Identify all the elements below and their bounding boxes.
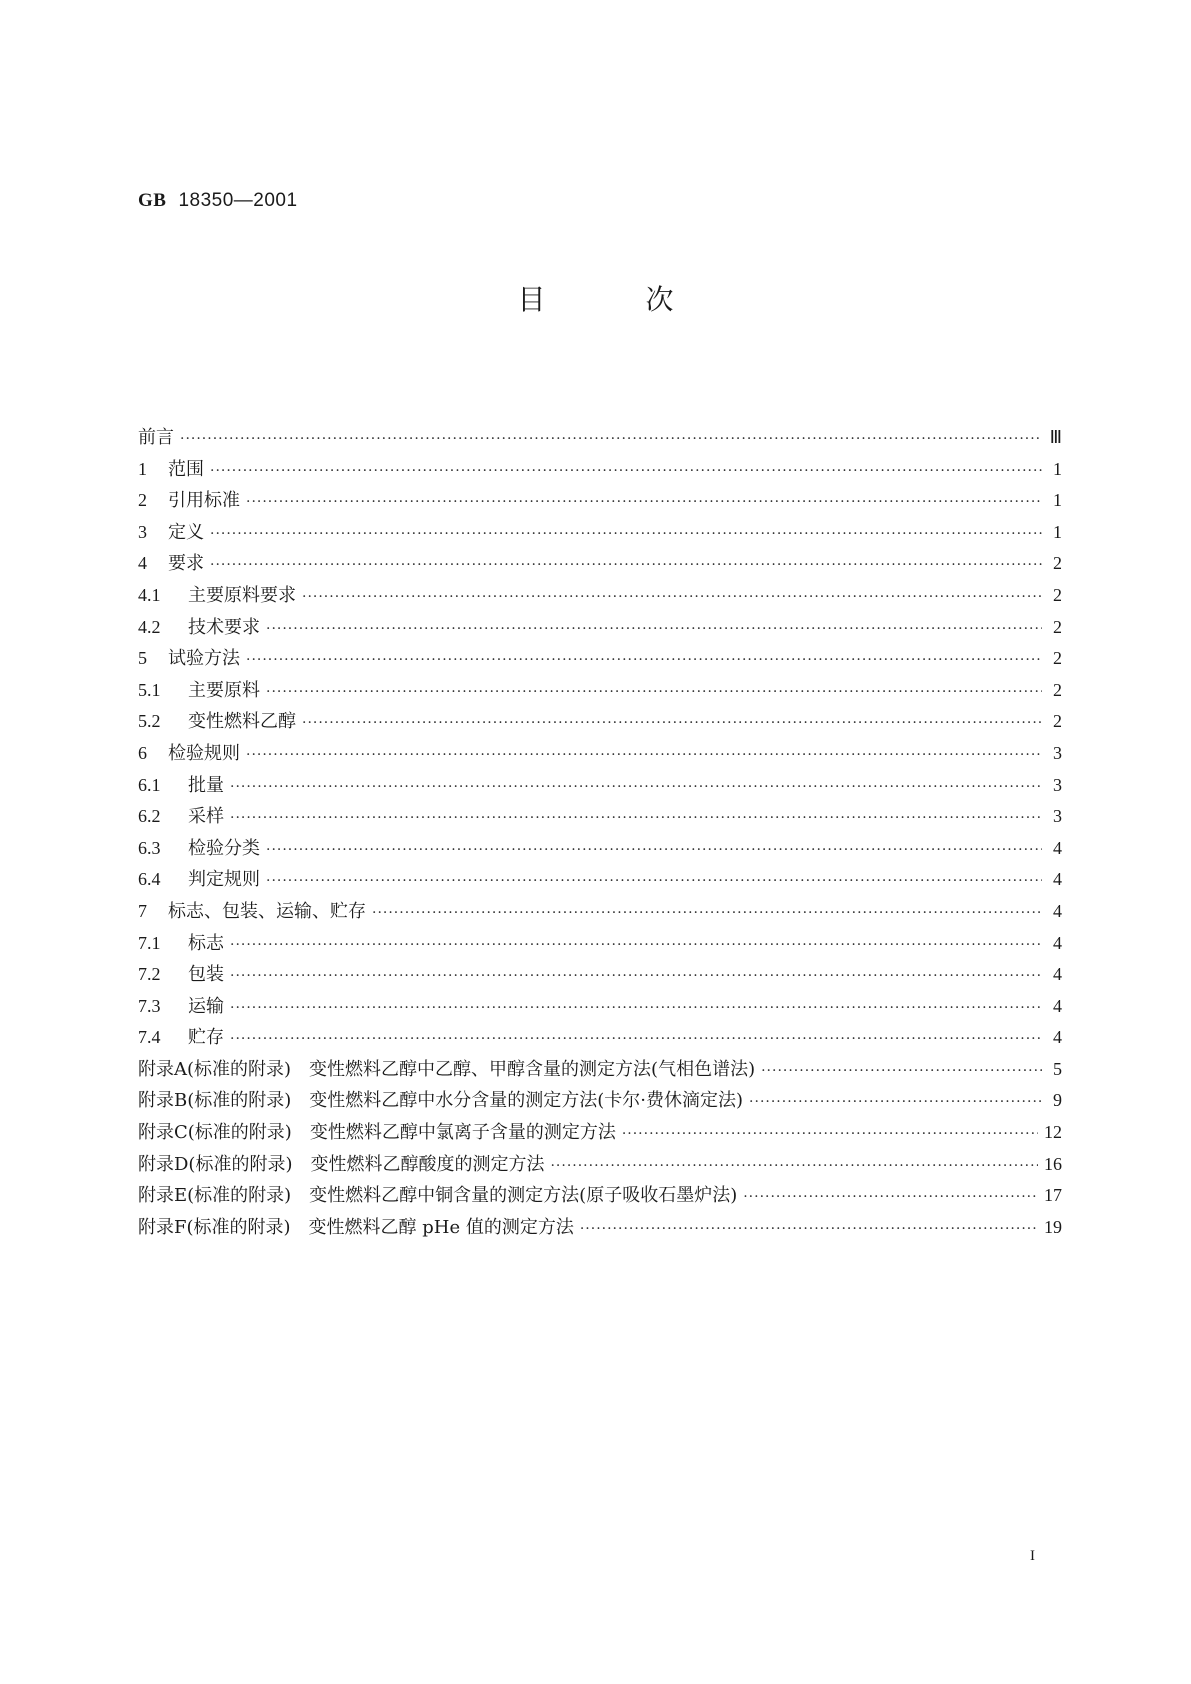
toc-leader-dots	[246, 494, 1042, 510]
toc-entry-title: 主要原料要求	[188, 584, 296, 606]
toc-leader-dots	[230, 1031, 1042, 1047]
toc-entry-page: 3	[1053, 806, 1062, 827]
toc-entry-title: 附录D(标准的附录) 变性燃料乙醇酸度的测定方法	[138, 1153, 545, 1175]
toc-leader-dots	[622, 1126, 1038, 1142]
toc-entry-page: 4	[1053, 869, 1062, 890]
toc-entry-title: 标志	[188, 932, 224, 954]
toc-entry[interactable]	[138, 897, 1062, 929]
toc-entry-title: 检验分类	[188, 837, 260, 859]
toc-leader-dots	[210, 463, 1042, 479]
toc-entry-title: 检验规则	[168, 742, 240, 764]
toc-leader-dots	[372, 905, 1042, 921]
toc-entry-label	[138, 1055, 755, 1081]
toc-entry[interactable]	[138, 992, 1062, 1024]
toc-entry[interactable]	[138, 739, 1062, 771]
toc-entry-label	[138, 518, 204, 544]
toc-entry-label	[138, 707, 296, 733]
toc-entry-title: 技术要求	[188, 616, 260, 638]
toc-leader-dots	[743, 1189, 1038, 1205]
toc-entry-number: 6	[138, 742, 147, 763]
toc-leader-dots	[230, 1000, 1042, 1016]
toc-entry-page: 17	[1044, 1185, 1062, 1206]
toc-leader-dots	[210, 557, 1042, 573]
toc-entry-label	[138, 834, 260, 860]
toc-entry-number: 4.1	[138, 584, 161, 605]
toc-entry-label	[138, 960, 224, 986]
toc-entry-label	[138, 897, 366, 923]
toc-entry[interactable]	[138, 929, 1062, 961]
toc-entry[interactable]	[138, 802, 1062, 834]
toc-entry-title: 判定规则	[188, 869, 260, 891]
toc-leader-dots	[230, 937, 1042, 953]
toc-entry-label	[138, 644, 240, 670]
toc-entry-title: 包装	[188, 964, 224, 986]
toc-entry[interactable]	[138, 549, 1062, 581]
toc-entry-title: 贮存	[188, 1027, 224, 1049]
toc-leader-dots	[266, 621, 1042, 637]
toc-entry[interactable]	[138, 1213, 1062, 1245]
toc-entry-title: 要求	[168, 553, 204, 575]
toc-entry-page: 3	[1053, 774, 1062, 795]
toc-entry-page: 1	[1053, 458, 1062, 479]
toc-entry[interactable]	[138, 865, 1062, 897]
toc-leader-dots	[246, 747, 1042, 763]
toc-leader-dots	[246, 652, 1042, 668]
toc-entry-label	[138, 1023, 224, 1049]
toc-entry-title: 附录E(标准的附录) 变性燃料乙醇中铜含量的测定方法(原子吸收石墨炉法)	[138, 1185, 738, 1207]
toc-entry-page: 4	[1053, 900, 1062, 921]
toc-entry-label	[138, 676, 260, 702]
toc-entry[interactable]	[138, 960, 1062, 992]
toc-entry-title: 定义	[168, 521, 204, 543]
toc-entry-page: 1	[1053, 521, 1062, 542]
toc-entry-number: 1	[138, 458, 147, 479]
toc-entry-number: 2	[138, 490, 147, 511]
toc-entry-label	[138, 581, 296, 607]
toc-entry-title: 主要原料	[188, 679, 260, 701]
toc-entry-page: 4	[1053, 932, 1062, 953]
toc-entry-number: 3	[138, 521, 147, 542]
toc-entry[interactable]	[138, 1055, 1062, 1087]
standard-id	[138, 189, 298, 212]
toc-entry-page: 2	[1053, 584, 1062, 605]
toc-entry-label	[138, 771, 224, 797]
toc-entry-number: 6.2	[138, 806, 161, 827]
toc-entry-label	[138, 1150, 544, 1176]
toc-leader-dots	[302, 589, 1042, 605]
toc-leader-dots	[266, 684, 1042, 700]
toc-entry-title: 试验方法	[168, 648, 240, 670]
toc-entry-title: 批量	[188, 774, 224, 796]
toc-leader-dots	[580, 1221, 1038, 1237]
toc-entry-title: 范围	[168, 458, 204, 480]
toc-entry[interactable]	[138, 834, 1062, 866]
toc-leader-dots	[749, 1094, 1042, 1110]
toc-entry-number: 5	[138, 648, 147, 669]
toc-entry-number: 5.2	[138, 711, 161, 732]
toc-entry-label	[138, 739, 240, 765]
page-number: I	[1030, 1548, 1035, 1564]
toc-entry-page: 2	[1053, 648, 1062, 669]
toc-entry-page: 19	[1044, 1216, 1062, 1237]
toc-entry-title: 采样	[188, 806, 224, 828]
toc-entry-label	[138, 613, 260, 639]
toc-entry[interactable]	[138, 518, 1062, 550]
toc-entry-number: 7	[138, 900, 147, 921]
standard-number: 18350—2001	[178, 190, 298, 211]
toc-leader-dots	[230, 968, 1042, 984]
toc-entry[interactable]	[138, 581, 1062, 613]
toc-entry-page: 5	[1053, 1058, 1062, 1079]
toc-entry-label	[138, 486, 240, 512]
toc-entry-number: 4	[138, 553, 147, 574]
toc-entry[interactable]	[138, 423, 1062, 455]
toc-entry-page: 1	[1053, 490, 1062, 511]
toc-entry-number: 7.1	[138, 932, 161, 953]
standard-prefix: GB	[138, 190, 167, 211]
toc-entry-label	[138, 423, 174, 449]
toc-leader-dots	[550, 1158, 1038, 1174]
toc-entry-number: 5.1	[138, 679, 161, 700]
toc-entry-number: 7.2	[138, 964, 161, 985]
toc-entry-number: 6.1	[138, 774, 161, 795]
toc-entry-page: 9	[1053, 1090, 1062, 1111]
toc-entry-number: 6.3	[138, 837, 161, 858]
toc-entry[interactable]	[138, 1181, 1062, 1213]
toc-entry-label	[138, 1181, 737, 1207]
toc-leader-dots	[210, 526, 1042, 542]
page-title: 目次	[517, 283, 774, 316]
toc-leader-dots	[302, 715, 1042, 731]
toc-entry-page: 3	[1053, 742, 1062, 763]
toc-entry-label	[138, 1086, 743, 1112]
toc-entry-label	[138, 455, 204, 481]
toc-leader-dots	[266, 873, 1042, 889]
toc-entry-page: 12	[1044, 1122, 1062, 1143]
toc-entry-label	[138, 992, 224, 1018]
toc-entry-title: 标志、包装、运输、贮存	[168, 900, 366, 922]
toc-entry[interactable]	[138, 1118, 1062, 1150]
toc-entry-number: 7.3	[138, 995, 161, 1016]
toc-entry[interactable]	[138, 455, 1062, 487]
toc-entry-label	[138, 865, 260, 891]
toc-entry-page: 2	[1053, 711, 1062, 732]
toc-entry-title: 附录B(标准的附录) 变性燃料乙醇中水分含量的测定方法(卡尔·费休滴定法)	[138, 1090, 744, 1112]
toc-entry[interactable]	[138, 613, 1062, 645]
toc-entry[interactable]	[138, 644, 1062, 676]
toc-entry[interactable]	[138, 1150, 1062, 1182]
toc-entry-page: 4	[1053, 995, 1062, 1016]
toc-entry-title: 运输	[188, 995, 224, 1017]
toc-entry-label	[138, 549, 204, 575]
toc-entry-title: 变性燃料乙醇	[188, 711, 296, 733]
toc-leader-dots	[230, 810, 1042, 826]
toc-entry-label	[138, 802, 224, 828]
toc-entry[interactable]	[138, 707, 1062, 739]
toc-entry-page: 2	[1053, 616, 1062, 637]
toc-leader-dots	[761, 1063, 1042, 1079]
toc-entry-title: 前言	[138, 427, 174, 448]
toc-entry-page: Ⅲ	[1049, 427, 1062, 447]
toc-entry[interactable]	[138, 1023, 1062, 1055]
toc-entry-title: 附录C(标准的附录) 变性燃料乙醇中氯离子含量的测定方法	[138, 1122, 616, 1144]
toc-entry-page: 16	[1044, 1153, 1062, 1174]
toc-entry-page: 4	[1053, 964, 1062, 985]
toc-entry-title: 引用标准	[168, 490, 240, 512]
toc-entry-page: 2	[1053, 553, 1062, 574]
table-of-contents	[138, 423, 1062, 1244]
toc-entry-number: 6.4	[138, 869, 161, 890]
toc-entry-number: 4.2	[138, 616, 161, 637]
toc-entry-page: 4	[1053, 1027, 1062, 1048]
toc-entry-title: 附录A(标准的附录) 变性燃料乙醇中乙醇、甲醇含量的测定方法(气相色谱法)	[138, 1058, 756, 1080]
toc-entry-label	[138, 1118, 616, 1144]
toc-entry[interactable]	[138, 676, 1062, 708]
toc-leader-dots	[230, 779, 1042, 795]
toc-leader-dots	[266, 842, 1042, 858]
toc-entry-label	[138, 1213, 574, 1239]
toc-entry-label	[138, 929, 224, 955]
toc-entry-page: 2	[1053, 679, 1062, 700]
toc-leader-dots	[180, 431, 1042, 447]
toc-entry-number: 7.4	[138, 1027, 161, 1048]
toc-entry[interactable]	[138, 771, 1062, 803]
toc-entry-title: 附录F(标准的附录) 变性燃料乙醇 pHe 值的测定方法	[138, 1216, 574, 1238]
toc-entry-page: 4	[1053, 837, 1062, 858]
toc-entry[interactable]	[138, 1086, 1062, 1118]
toc-entry[interactable]	[138, 486, 1062, 518]
